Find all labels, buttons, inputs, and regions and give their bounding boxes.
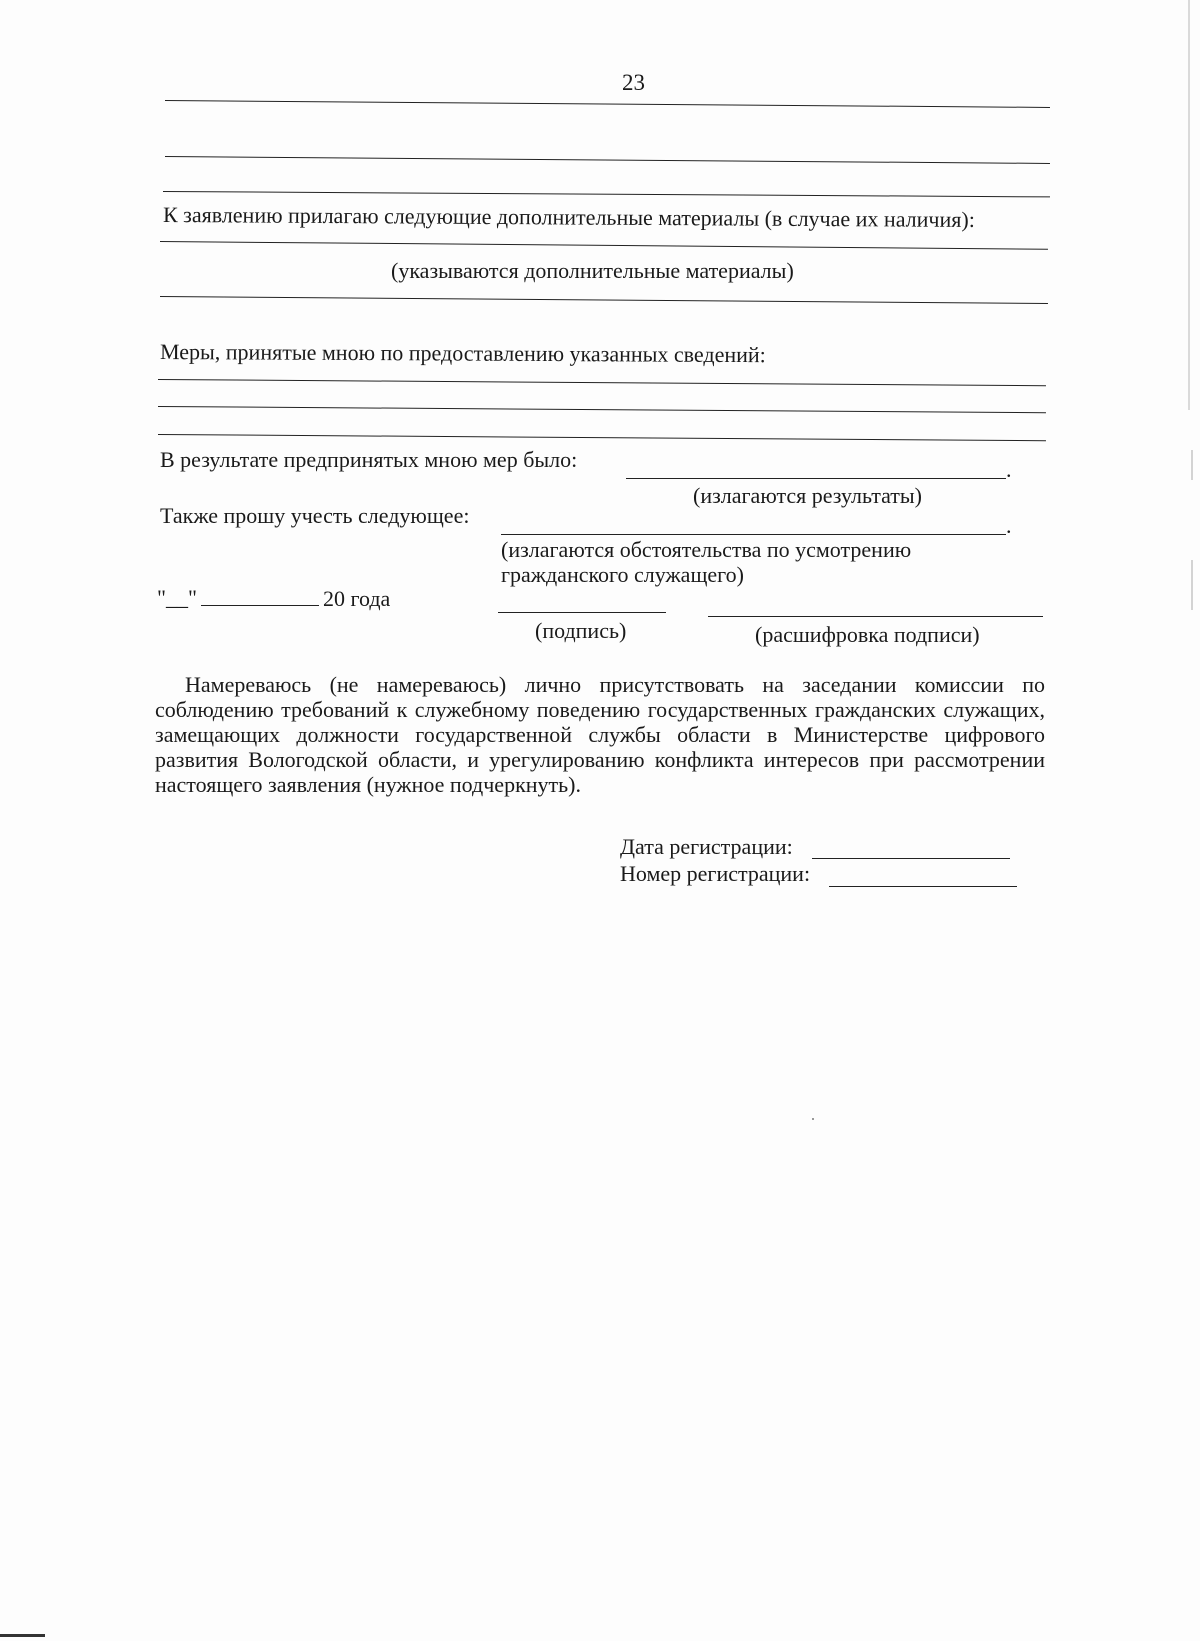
also-request-label: Также прошу учесть следующее: xyxy=(160,503,470,528)
date-quotes: "__" xyxy=(157,585,197,610)
blank-line xyxy=(165,156,1050,164)
date-month-line xyxy=(201,605,319,606)
registration-date-label: Дата регистрации: xyxy=(620,834,793,859)
page-number: 23 xyxy=(622,70,645,95)
scan-edge-mark xyxy=(1188,0,1190,410)
measures-label: Меры, принятые мною по предоставлению указанных сведений: xyxy=(159,339,766,368)
results-label: В результате предпринятых мною мер было: xyxy=(160,447,578,472)
registration-number-line xyxy=(829,886,1017,887)
results-line xyxy=(626,478,1006,479)
intent-paragraph: Намереваюсь (не намереваюсь) лично присутствовать на заседании комиссии по соблюдению требований к служебному поведению государственных гражданских служащих, замещающих должности государственной службы области в Министерстве цифрового развития Вологодской области, и урегулированию конфликта интересов при рассмотрении настоящего заявления (нужное подчеркнуть). xyxy=(155,672,1045,797)
signature-line xyxy=(498,612,666,613)
attachments-label: К заявлению прилагаю следующие дополнительные материалы (в случае их наличия): xyxy=(162,202,975,232)
attachments-line xyxy=(160,296,1048,304)
registration-number-label: Номер регистрации: xyxy=(620,861,811,886)
registration-date-line xyxy=(812,858,1010,859)
scan-edge-mark xyxy=(0,1634,45,1637)
scan-edge-mark xyxy=(812,1118,814,1120)
signature-decode-hint: (расшифровка подписи) xyxy=(755,622,980,647)
scan-edge-mark xyxy=(1191,450,1193,480)
measures-line xyxy=(158,434,1046,441)
blank-line xyxy=(165,100,1050,108)
signature-decode-line xyxy=(708,616,1043,617)
also-request-hint-2: гражданского служащего) xyxy=(501,562,744,587)
attachments-line xyxy=(160,241,1048,250)
date-year: 20 года xyxy=(323,586,391,611)
attachments-hint: (указываются дополнительные материалы) xyxy=(391,258,794,283)
also-request-hint-1: (излагаются обстоятельства по усмотрению xyxy=(501,537,912,562)
results-period: . xyxy=(1006,457,1012,482)
also-request-period: . xyxy=(1006,513,1012,538)
scan-edge-mark xyxy=(1191,560,1193,610)
measures-line xyxy=(158,379,1046,386)
blank-line xyxy=(163,191,1050,197)
measures-line xyxy=(158,406,1046,413)
signature-hint: (подпись) xyxy=(535,618,627,643)
also-request-line xyxy=(501,534,1006,535)
results-hint: (излагаются результаты) xyxy=(693,483,923,508)
